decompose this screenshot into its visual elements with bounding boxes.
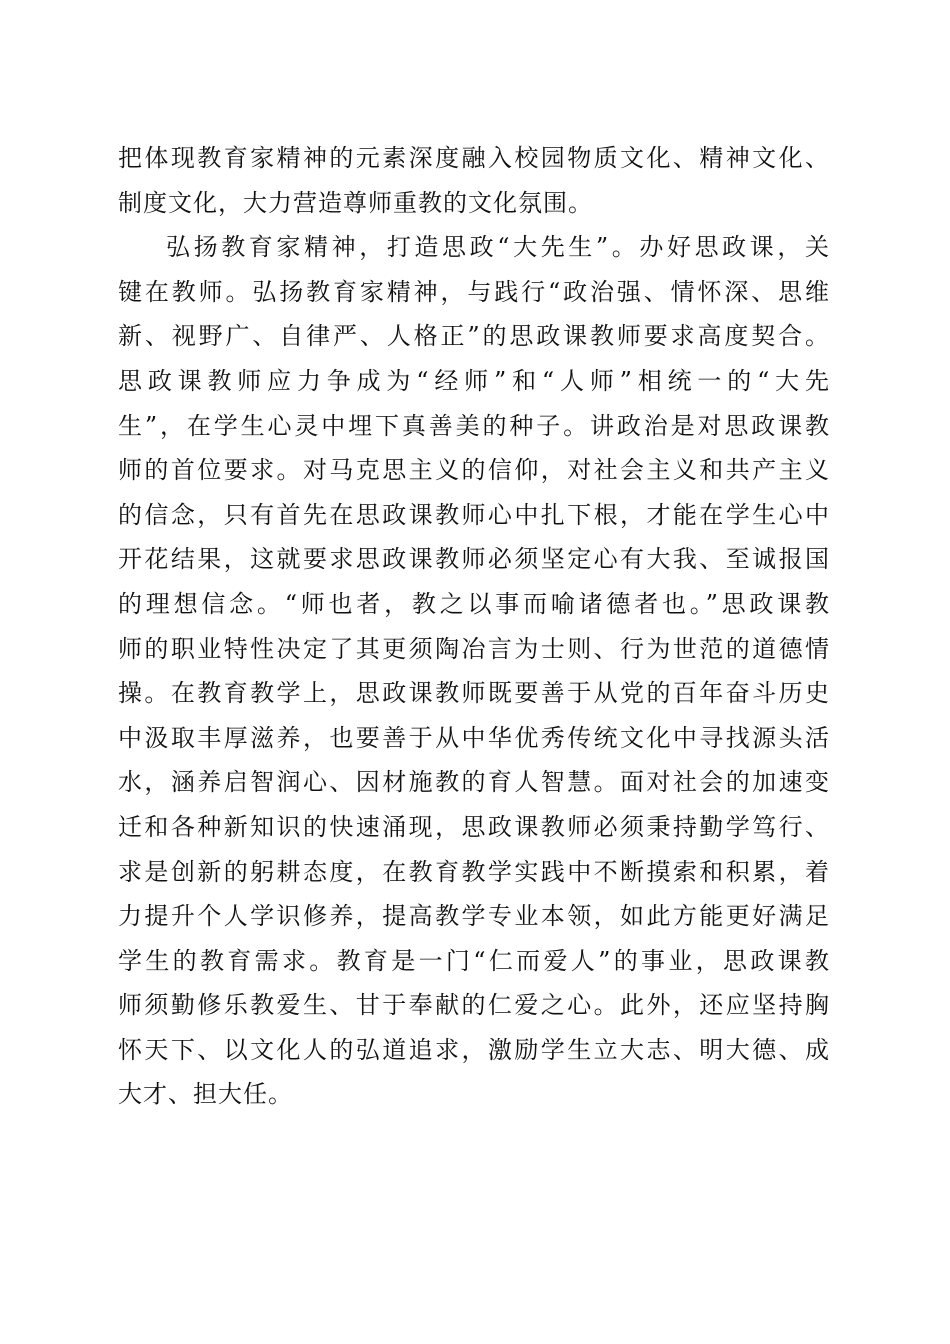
text-line: 迁和各种新知识的快速涌现，思政课教师必须秉持勤学笃行、 (118, 812, 830, 841)
text-line: 师的首位要求。对马克思主义的信仰，对社会主义和共产主义 (118, 456, 830, 485)
text-line: 生”，在学生心灵中埋下真善美的种子。讲政治是对思政课教 (118, 411, 830, 440)
text-line: 力提升个人学识修养，提高教学专业本领，如此方能更好满足 (118, 902, 830, 931)
text-line: 键在教师。弘扬教育家精神，与践行“政治强、情怀深、思维 (118, 277, 830, 306)
text-line: 的信念，只有首先在思政课教师心中扎下根，才能在学生心中 (118, 500, 830, 529)
text-line: 思政课教师应力争成为“经师”和“人师”相统一的“大先 (118, 366, 830, 395)
text-line: 怀天下、以文化人的弘道追求，激励学生立大志、明大德、成 (118, 1035, 830, 1064)
text-line: 水，涵养启智润心、因材施教的育人智慧。面对社会的加速变 (118, 768, 830, 797)
text-line: 开花结果，这就要求思政课教师必须坚定心有大我、至诚报国 (118, 545, 830, 574)
text-line: 中汲取丰厚滋养，也要善于从中华优秀传统文化中寻找源头活 (118, 723, 830, 752)
text-line: 大才、担大任。 (118, 1080, 293, 1109)
text-line: 操。在教育教学上，思政课教师既要善于从党的百年奋斗历史 (118, 679, 830, 708)
text-line: 师的职业特性决定了其更须陶冶言为士则、行为世范的道德情 (118, 634, 830, 663)
text-line: 弘扬教育家精神，打造思政“大先生”。办好思政课，关 (166, 233, 830, 262)
document-body (118, 136, 830, 1117)
text-line: 新、视野广、自律严、人格正”的思政课教师要求高度契合。 (118, 322, 830, 351)
text-line: 求是创新的躬耕态度，在教育教学实践中不断摸索和积累，着 (118, 857, 830, 886)
text-line: 师须勤修乐教爱生、甘于奉献的仁爱之心。此外，还应坚持胸 (118, 991, 830, 1020)
paragraph-1 (118, 136, 830, 225)
text-line: 制度文化，大力营造尊师重教的文化氛围。 (118, 188, 593, 217)
paragraph-2 (118, 225, 830, 1117)
text-line: 学生的教育需求。教育是一门“仁而爱人”的事业，思政课教 (118, 946, 830, 975)
text-line: 把体现教育家精神的元素深度融入校园物质文化、精神文化、 (118, 144, 830, 172)
text-line: 的理想信念。“师也者，教之以事而喻诸德者也。”思政课教 (118, 589, 830, 618)
